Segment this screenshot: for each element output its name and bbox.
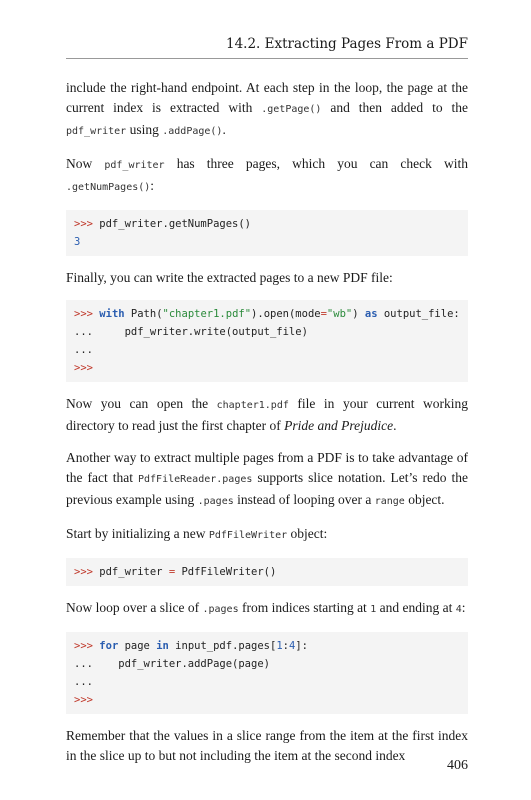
inline-code: .addPage()	[162, 126, 223, 137]
inline-code: 1	[370, 604, 377, 615]
page-number: 406	[447, 758, 468, 773]
inline-code: 4	[455, 604, 462, 615]
inline-code: .getPage()	[261, 104, 322, 115]
running-header: 14.2. Extracting Pages From a PDF	[66, 36, 468, 59]
paragraph: include the right-hand endpoint. At each step in the loop, the page at the current index is extracted with .getPage() and then added to the pdf_writer using .addPage().	[66, 80, 468, 137]
inline-code: .getNumPages()	[66, 182, 151, 193]
paragraph: Another way to extract multiple pages from a PDF is to take advantage of the fact that PdfFileReader.pages supports slice notation. Let’s redo the previous example using .pages instead of looping over a range object.	[66, 450, 468, 507]
paragraph: Now loop over a slice of .pages from indices starting at 1 and ending at 4:	[66, 600, 466, 615]
code-block: >>> pdf_writer = PdfFileWriter()	[66, 558, 468, 586]
inline-code: PdfFileWriter	[208, 530, 288, 541]
inline-code: PdfFileReader.pages	[137, 474, 253, 485]
code-block: >>> with Path("chapter1.pdf").open(mode="wb") as output_file: ... pdf_writer.write(output_file) ... >>>	[66, 300, 468, 382]
inline-code: pdf_writer	[66, 126, 127, 137]
inline-code: pdf_writer	[104, 160, 165, 171]
paragraph: Finally, you can write the extracted pages to a new PDF file:	[66, 270, 393, 285]
inline-code: chapter1.pdf	[216, 400, 289, 411]
paragraph: Now you can open the chapter1.pdf file in your current working directory to read just the first chapter of Pride and Prejudice.	[66, 396, 468, 433]
paragraph: Remember that the values in a slice range from the item at the first index in the slice up to but not including the item at the second index	[66, 728, 468, 763]
inline-code: .pages	[197, 496, 234, 507]
page-body	[66, 78, 468, 778]
paragraph: Now pdf_writer has three pages, which you can check with .getNumPages():	[66, 156, 468, 193]
code-output: 3	[74, 236, 81, 248]
code-block: >>> pdf_writer.getNumPages() 3	[66, 210, 468, 256]
paragraph: Start by initializing a new PdfFileWriter object:	[66, 526, 328, 541]
inline-code: range	[374, 496, 405, 507]
code-block: >>> for page in input_pdf.pages[1:4]: ... pdf_writer.addPage(page) ... >>>	[66, 632, 468, 714]
inline-code: .pages	[202, 604, 239, 615]
